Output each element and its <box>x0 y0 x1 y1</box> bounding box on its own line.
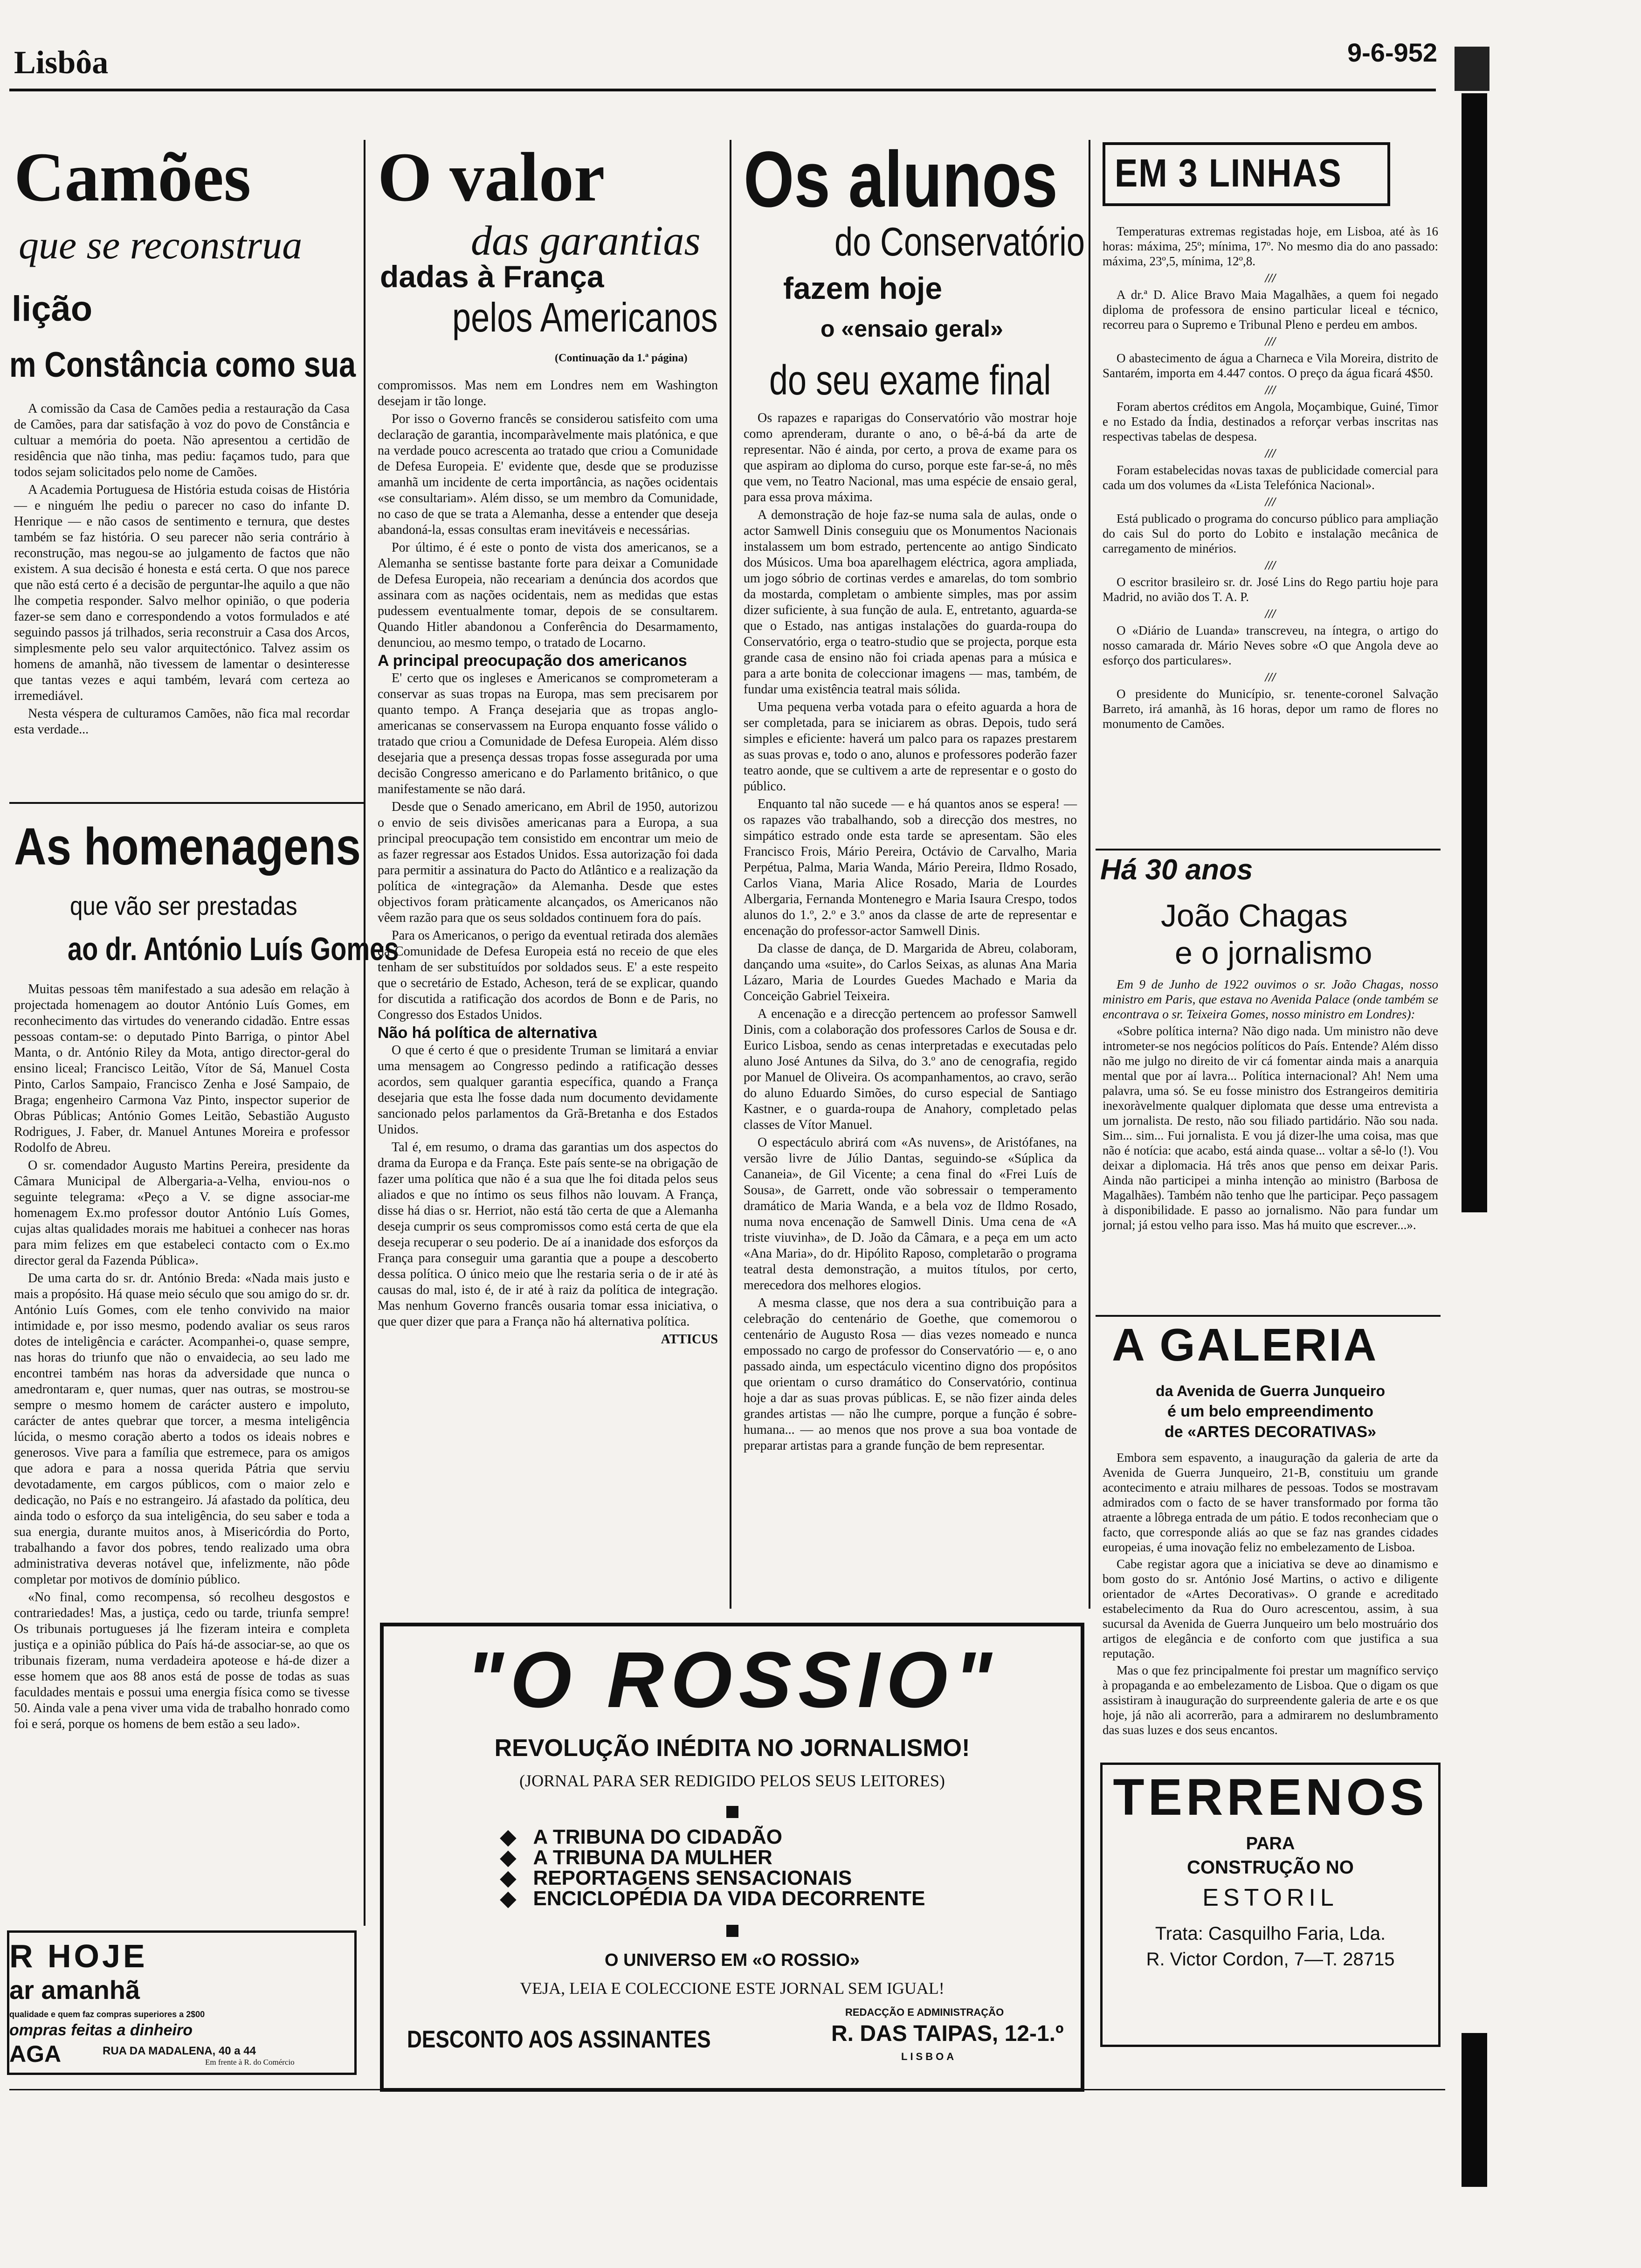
em3linhas-title-box <box>1103 142 1390 206</box>
column-divider <box>1089 140 1090 1609</box>
article-paragraph: Mas o que fez principalmente foi prestar um magnífico serviço à propaganda e ao embelezamento de Lisboa. Que o digam os que assistiram à inauguração do surpreendente galeria de arte e os que hoje, já não ali acorrerão, para a admirarem no deslumbramento das suas luzes e dos seus encantos. <box>1103 1663 1438 1737</box>
square-bullet-icon <box>726 1925 738 1937</box>
valor-deck: dadas à França <box>380 259 604 294</box>
article-paragraph: Por isso o Governo francês se considerou satisfeito com uma declaração de garantia, incomparàvelmente mais platónica, e que na verdade pouco acrescenta ao tratado que criou a Comunidade de Defesa Europeia. E' evidente que, desde que se produzisse amanhã um incidente de certa importância, as nações ocidentais «se consultariam». Além disso, se um membro da Comunidade, no caso de que se trata a Alemanha, desse a entender que deseja abandoná-la, essas consultas eram inevitáveis e necessárias. <box>378 412 718 537</box>
subheading: Não há política de alternativa <box>378 1024 597 1042</box>
camoes-deck: que se reconstrua <box>19 222 303 267</box>
article-paragraph: «Sobre política interna? Não digo nada. Um ministro não deve intrometer-se nos negócios políticos do País. Entende? Além disso não me julgo no direito de vir cá fomentar ainda mais a anarquia mental que por aí lavra... Política internacional? Ah! Nem uma palavra, uma só. Se eu fosse ministro dos Estrangeiros demitiria inexoràvelmente qualquer diplomata que desse uma entrevista a um jornalista. De resto, não sou filiado partidário. Não sou nada. Sim... sim... Fui jornalista. E vou já dizer-lhe uma coisa, mas que não é notícia: que acabo, está ainda quase... voltar a sê-lo (!). Vou deixar a diplomacia. Há três anos que penso em deixar Paris. Ainda não participei a minha intenção ao ministro (Barbosa de Magalhães). Também não tenho que lhe participar. Peço passagem à disponibilidade. E passo ao jornalismo. Não para fundar um jornal; já estou velho para isso. Mas há muito que escrever...». <box>1103 1024 1438 1232</box>
rossio-desconto: DESCONTO AOS ASSINANTES <box>407 2026 711 2053</box>
bullet-label: REPORTAGENS SENSACIONAIS <box>533 1867 852 1889</box>
article-paragraph: O que é certo é que o presidente Truman se limitará a enviar uma mensagem ao Congresso pedindo a ratificação desses acordos, sem qualquer garantia específica, quando a França desejaria que esta lhe fosse dada num documento devidamente sancionado pelos parlamentos da Grã-Bretanha e dos Estados Unidos. <box>378 1043 718 1137</box>
item-separator: /// <box>1265 495 1276 509</box>
rossio-title: "O ROSSIO" <box>466 1636 999 1724</box>
column-divider <box>730 140 731 1609</box>
rossio-bullets <box>500 1827 925 1909</box>
list-item <box>500 1827 925 1847</box>
rossio-morada: R. DAS TAIPAS, 12-1.º <box>831 2021 1064 2046</box>
ha30-kicker: Há 30 anos <box>1100 854 1253 886</box>
homenagens-article <box>14 982 350 1734</box>
article-paragraph: Enquanto tal não sucede — e há quantos anos se espera! — os rapazes vão trabalhando, sob a direcção dos mestres, no simpático estrado onde esta tarde se apresentam. São eles Francisco Frois, Mário Pereira, Octávio de Carvalho, Maria Perpétua, Palma, Maria Wanda, Mário Pereira, Ildmo Rosado, Carlos Viana, Maria Alice Rosado, Maria de Lourdes Albergaria, Fernanda Montenegro e Maria Isaura Crespo, todos alunos do 1.º, 2.º e 3.º anos da classe de arte de representar e encenação do professor-actor Samwell Dinis. <box>744 797 1077 938</box>
article-paragraph: A comissão da Casa de Camões pedia a restauração da Casa de Camões, para dar satisfação à voz do povo de Constância e cultuar a memória do poeta. Não apresentou a certidão de residência que não tinha, mas pediu: façamos tudo, para que todos sejam solicitados pelo nome de Camões. <box>14 401 350 479</box>
homenagens-headline: As homenagens <box>14 817 361 876</box>
article-paragraph: Uma pequena verba votada para o efeito aguarda a hora de ser completada, para se iniciarem as obras. Depois, tudo será simples e eficiente: haverá um palco para os rapazes prestarem as suas provas e, todo o ano, alunos e professores poderão fazer teatro aonde, que se cultivem a arte de representar e o gosto do público. <box>744 700 1077 794</box>
camoes-deck: m Constância como sua <box>9 345 356 385</box>
galeria-deck: é um belo empreendimento <box>1167 1403 1374 1420</box>
valor-article <box>378 378 718 1349</box>
em3linhas-list <box>1103 224 1438 733</box>
article-paragraph: Muitas pessoas têm manifestado a sua adesão em relação à projectada homenagem ao doutor António Luís Gomes, em reconhecimento das virtudes do venerando cidadão. Entre essas pessoas contam-se: o deputado Pinto Barriga, o pintor Abel Manta, o dr. António Riley da Mota, antigo director-geral do ensino liceal; Francisco Leitão, Vítor de Sá, Manuel Costa Pinto, Carlos Sampaio, Francisco Zenha e José Sampaio, de Braga; engenheiro Carmona Vaz Pinto, inspector superior de Obras Públicas; António Gomes Leitão, Sebastião Augusto Rodrigues, J. Faber, dr. Manuel Antunes Moreira e professor Rodolfo de Abreu. <box>14 982 350 1155</box>
list-item: O abastecimento de água a Charneca e Vila Moreira, distrito de Santarém, importa em 4.447 contos. O preço da água ficará 4$50. <box>1103 351 1438 380</box>
newspaper-city: Lisbôa <box>14 45 109 81</box>
item-separator: /// <box>1265 383 1276 397</box>
ad-left <box>7 1930 357 2075</box>
rossio-tagline: (JORNAL PARA SER REDIGIDO PELOS SEUS LEITORES) <box>519 1771 945 1790</box>
alunos-deck: do seu exame final <box>769 357 1051 404</box>
article-paragraph: Desde que o Senado americano, em Abril de 1950, autorizou o envio de seis divisões americanas para a Europa, a sua principal preocupação tem consistido em encontrar um meio de as fazer regressar aos Estados Unidos. Essa autorização foi dada para permitir a assinatura do Pacto do Atlântico e a realização da política de «integração» da Alemanha. Desde que estes objectivos foram pràticamente alcançados, os Americanos não vêem razão para que os seus soldados continuem fora do país. <box>378 800 718 925</box>
article-paragraph: Embora sem espavento, a inauguração da galeria de arte da Avenida de Guerra Junqueiro, 21-B, constituiu um grande acontecimento e atraiu milhares de pessoas. Todos se mostravam admirados com o facto de se haver transformado por forma tão atraente a lôbrega entrada de um pátio. E todos reconheciam que o facto, que corresponde aliás ao que se faz nas grandes cidades europeias, é uma inovação feliz no embelezamento de Lisboa. <box>1103 1451 1438 1554</box>
ad-title: TERRENOS <box>1113 1769 1428 1826</box>
edge-bar <box>1462 93 1487 1212</box>
article-paragraph: Os rapazes e raparigas do Conservatório vão mostrar hoje como aprenderam, durante o ano, o bê-á-bá da arte de representar. Não é ainda, por certo, a prova de exame para os que aspiram ao diploma do curso, porque este far-se-á, no mês que vem, no Teatro Nacional, mas uma espécie de ensaio geral, para essa prova máxima. <box>744 411 1077 505</box>
list-item <box>500 1847 925 1868</box>
bullet-label: ENCICLOPÉDIA DA VIDA DECORRENTE <box>533 1887 925 1910</box>
article-paragraph: Nesta véspera de culturamos Camões, não fica mal recordar esta verdade... <box>14 706 350 737</box>
homenagens-deck: ao dr. António Luís Gomes <box>68 931 399 967</box>
article-intro: Em 9 de Junho de 1922 ouvimos o sr. João Chagas, nosso ministro em Paris, que estava no Avenida Palace (onde também se encontrava o sr. Teixeira Gomes, nosso ministro em Londres): <box>1103 977 1438 1021</box>
article-paragraph: Por último, é é este o ponto de vista dos americanos, se a Alemanha se sentisse bastante forte para deixar a Comunidade de Defesa Europeia, não receariam a denúncia dos acordos que assinara com as nações ocidentais, nem as medidas que estas pudessem eventualmente tomar, depois de se consultarem. Quando Hitler abandonou a Conferência do Desarmamento, denunciou, ao mesmo tempo, o tratado de Locarno. <box>378 540 718 650</box>
article-paragraph: O sr. comendador Augusto Martins Pereira, presidente da Câmara Municipal de Albergaria-a-Velha, enviou-nos o seguinte telegrama: «Peço a V. se digne associar-me homenagem Ex.mo professor doutor António Luís Gomes, cujas altas qualidades morais me habituei a conhecer nas horas para mim felizes em que estabeleci contacto com o Ex.mo director geral da Fazenda Pública». <box>14 1158 350 1268</box>
article-paragraph: De uma carta do sr. dr. António Breda: «Nada mais justo e mais a propósito. Há quase meio século que sou amigo do sr. dr. António Luís Gomes, com ele tenho convivido na maior intimidade e, por isso mesmo, podendo avaliar os seus raros dotes de inteligência e carácter. Acompanhei-o, quase sempre, nas horas do triunfo que não o envaidecia, ao seu lado me encontrei também nas horas da adversidade que nunca o amedrontaram e, quer numas, quer nas outras, se mostrou-se sempre o mesmo homem de carácter austero e impoluto, carácter de antes quebrar que torcer, a mesma inteligência lúcida, o mesmo coração aberto a todos os ideais nobres e generosos. Vive para a família que estremece, para os amigos que adora e para a nossa querida Pátria que serviu devotadamente, em cargos públicos, com o maior zelo e dedicação, no País e no estrangeiro. Já afastado da política, deu ainda todo o esforço da sua inteligência, do seu saber e toda a sua energia, durante muitos anos, à Misericórdia do Porto, trabalhando a favor dos pobres, tendo realizado uma obra administrativa deveras notável que, infelizmente, não pôde completar por motivos de domínio público. <box>14 1271 350 1587</box>
square-bullet-icon <box>726 1806 738 1818</box>
list-item: Temperaturas extremas registadas hoje, em Lisboa, até às 16 horas: máxima, 25º; mínima, 17º. No mesmo dia do ano passado: máxima, 23º,5, mínima, 12º,8. <box>1103 224 1438 268</box>
valor-deck: das garantias <box>471 218 701 264</box>
item-separator: /// <box>1265 607 1276 621</box>
diamond-icon: ◆ <box>500 1825 533 1848</box>
item-separator: /// <box>1265 334 1276 348</box>
column-divider <box>364 140 365 1926</box>
galeria-deck: da Avenida de Guerra Junqueiro <box>1156 1383 1385 1399</box>
ad-rossio <box>380 1623 1084 2092</box>
galeria-article <box>1103 1450 1438 1739</box>
alunos-deck: do Conservatório <box>834 220 1085 264</box>
diamond-icon: ◆ <box>500 1867 533 1889</box>
edge-bar-lower <box>1462 2033 1487 2187</box>
bullet-label: A TRIBUNA DA MULHER <box>533 1846 772 1869</box>
ad-terrenos <box>1100 1763 1441 2047</box>
alunos-article <box>744 410 1077 1456</box>
list-item <box>500 1888 925 1909</box>
ad-line: PARA <box>1246 1834 1295 1853</box>
item-separator: /// <box>1265 446 1276 460</box>
list-item: Está publicado o programa do concurso público para ampliação do cais Sul do porto do Lobito e instalação mecânica de carregamento de minérios. <box>1103 512 1438 555</box>
item-separator: /// <box>1265 271 1276 285</box>
article-paragraph: A mesma classe, que nos dera a sua contribuição para a celebração do centenário de Goethe, que comemorou o centenário de Augusto Rosa — dias vezes nomeado e nunca empossado no cargo de professor do Conservatório — e, o ano passado ainda, um espectáculo vicentino digno dos propósitos que orientam o curso dramático do Conservatório, continua hoje a dar as suas provas públicas. E, se não fizer ainda deles grandes artistas — não lhe cumpre, porque a função é sobre-humana... — ao menos que nos prove a sua boa vontade de preparar artistas para a grande função de bem representar. <box>744 1296 1077 1453</box>
camoes-article <box>14 401 350 740</box>
subheading: A principal preocupação dos americanos <box>378 652 687 670</box>
section-rule <box>1096 1315 1441 1317</box>
list-item: Foram estabelecidas novas taxas de publicidade comercial para cada um dos volumes da «Lista Telefónica Nacional». <box>1103 463 1438 492</box>
alunos-deck: o «ensaio geral» <box>820 316 1003 342</box>
alunos-deck: fazem hoje <box>783 271 943 305</box>
article-paragraph: Da classe de dança, de D. Margarida de Abreu, colaboram, dançando uma «suite», do Carlos Seixas, as alunas Ana Maria Lázaro, Maria de Lourdes Guedes Machado e Maria da Conceição Gabriel Teixeira. <box>744 941 1077 1003</box>
rossio-cidade: LISBOA <box>901 2051 957 2062</box>
ad-line: ompras feitas a dinheiro <box>9 2021 193 2039</box>
article-paragraph: A Academia Portuguesa de História estuda coisas de História — e ninguém lhe pediu o parecer no caso do infante D. Henrique — e não casos de sentimento e ternura, que destes também se faz história. O seu parecer não seria contrário à reconstrução, mas negou-se ao julgamento de factos que não existem. A sua decisão é honesta e está certa. O que nos parece que não está certo é a decisão de perguntar-lhe aquilo a que não lhe competia responder. Salvo melhor opinião, o que poderia fazer-se sem dano e correspondendo a votos formulados e até seguindo passos já trilhados, seria reconstruir a Casa dos Arcos, simplesmente pelo seu valor arquitectónico. Talvez assim os homens de amanhã, não tivessem de lamentar o desinteresse que tantas vezes e aqui também, levará com certeza ao irremediável. <box>14 483 350 703</box>
ad-line: ESTORIL <box>1202 1884 1338 1911</box>
list-item: O escritor brasileiro sr. dr. José Lins do Rego partiu hoje para Madrid, no avião dos T. A. P. <box>1103 575 1438 604</box>
camoes-deck: lição <box>12 289 93 329</box>
ad-line: AGA <box>9 2041 62 2067</box>
ad-line: R. Victor Cordon, 7—T. 28715 <box>1146 1949 1395 1970</box>
galeria-headline: A GALERIA <box>1112 1319 1379 1370</box>
section-rule <box>9 802 364 804</box>
article-paragraph: Tal é, em resumo, o drama das garantias um dos aspectos do drama da Europa e da França. Este país sente-se na obrigação de fazer uma política que não é a sua que lhe foi ditada pelos seus aliados e que no íntimo os seus filhos não louvam. A França, disse há dias o sr. Herriot, não está tão certa de que a Alemanha deseja cumprir os seus compromissos como está certa de que ela deseja recuperar o seu poderio. De aí a inanidade dos esforços da França para conseguir uma garantia que a poupe a descoberto dessa política. O único meio que lhe restaria seria o de ir até às causas do mal, isto é, de ir até à raiz da política de integração. Mas nenhum Governo francês ousaria tomar essa iniciativa, o que quer dizer que para a França não há alternativa política. <box>378 1140 718 1329</box>
ad-line: RUA DA MADALENA, 40 a 44 <box>103 2045 256 2057</box>
page-date: 9-6-952 <box>1347 38 1438 67</box>
ad-line: R HOJE <box>9 1938 148 1974</box>
rossio-redaccao: REDACÇÃO E ADMINISTRAÇÃO <box>845 2006 1004 2018</box>
footer-rule <box>9 2089 1445 2090</box>
camoes-headline: Camões <box>14 138 251 216</box>
list-item: O presidente do Município, sr. tenente-coronel Salvação Barreto, irá amanhã, às 16 horas, depor um ramo de flores no monumento de Camões. <box>1103 687 1438 731</box>
continuation-note: (Continuação da 1.ª página) <box>555 352 688 364</box>
valor-headline: O valor <box>378 138 605 216</box>
valor-deck: pelos Americanos <box>452 294 718 340</box>
article-paragraph: compromissos. Mas nem em Londres nem em Washington desejam ir tão longe. <box>378 378 718 408</box>
article-paragraph: A encenação e a direcção pertencem ao professor Samwell Dinis, com a colaboração dos professores Carlos de Sousa e dr. Eurico Lisboa, sendo as cenas interpretadas e executadas pelo aluno José Antunes da Silva, do 3.º ano de cenografia, regido por Manuel de Oliveira. Os acompanhamentos, ao cravo, serão do aluno Eduardo Simões, do curso especial de Santiago Kastner, e o guarda-roupa de Anahory, completado pelas classes de Vítor Manuel. <box>744 1007 1077 1132</box>
list-item: O «Diário de Luanda» transcreveu, na íntegra, o artigo do nosso camarada dr. Mário Neves sobre «O que Angola deve ao esforço dos particulares». <box>1103 623 1438 667</box>
ad-line: CONSTRUÇÃO NO <box>1187 1857 1354 1878</box>
homenagens-deck: que vão ser prestadas <box>70 891 297 920</box>
article-paragraph: Para os Americanos, o perigo da eventual retirada dos alemães da Comunidade de Defesa Europeia está no receio de que eles tenham de ser substituídos por soldados seus. E' a este respeito que o secretário de Estado, Acheson, terá de se explicar, quando for discutida a ratificação dos acordos de Bonn e de Paris, no Congresso dos Estados Unidos. <box>378 928 718 1022</box>
ha30-headline: João Chagas <box>1161 898 1348 933</box>
list-item <box>500 1868 925 1888</box>
list-item: Foram abertos créditos em Angola, Moçambique, Guiné, Timor e no Estado da Índia, destinados a reforçar verbas inscritas nas respectivas tabelas de despesa. <box>1103 400 1438 443</box>
article-paragraph: «No final, como recompensa, só recolheu desgostos e contrariedades! Mas, a justiça, cedo ou tarde, triunfa sempre! Os tribunais portugueses já lhe fizeram inteira e completa justiça e a opinião pública do País há-de associar-se, ao que os tribunais fizeram, numa verdadeira apoteose e há-de dizer a esse homem que aos 88 anos está de posse de todas as suas faculdades mentais e possui uma energia física como se tivesse 50. Ainda vale a pena viver uma vida de trabalho honrado como foi e será, porque os homens de bem estão a seu lado». <box>14 1590 350 1731</box>
rossio-veja: VEJA, LEIA E COLECCIONE ESTE JORNAL SEM IGUAL! <box>520 1979 945 1998</box>
em3linhas-title: EM 3 LINHAS <box>1115 151 1342 195</box>
rossio-universo: O UNIVERSO EM «O ROSSIO» <box>605 1950 860 1970</box>
item-separator: /// <box>1265 558 1276 572</box>
article-paragraph: Cabe registar agora que a iniciativa se deve ao dinamismo e bom gosto do sr. António José Martins, o activo e diligente orientador de «Artes Decorativas». O grande e acreditado estabelecimento da Rua do Ouro acrescentou, assim, à sua sucursal da Avenida de Guerra Junqueiro um belo mostruário dos artigos de elegância e de conforto com que justifica a sua reputação. <box>1103 1557 1438 1660</box>
article-paragraph: E' certo que os ingleses e Americanos se comprometeram a conservar as suas tropas na Europa, mas sem precisarem por quanto tempo. A França desejaria que as tropas anglo-americanas se conservassem na Europa enquanto fosse válido o tratado que criou a Comunidade de Defesa Europeia. Além disso desejaria que a presença dessas tropas fosse assegurada por uma decisão Congresso americano e do Parlamento britânico, o que manifestamente se não dará. <box>378 671 718 796</box>
edge-corner <box>1455 47 1489 91</box>
article-paragraph: O espectáculo abrirá com «As nuvens», de Aristófanes, na versão livre de Júlio Dantas, seguindo-se «Súplica da Cananeia», de Gil Vicente; a cena final do «Frei Luís de Sousa», de Garrett, onde vão sobressair o temperamento dramático de Maria Wanda, e a bela voz de Ildmo Rosado, numa nova encenação de Samwell Dinis. Uma cena de «A triste viuvinha», de D. João da Câmara, e a peça em um acto «Ana Maria», do dr. Hipólito Raposo, completarão o programa teatral desta demonstração, a muitos títulos, por certo, merecedora dos melhores elogios. <box>744 1135 1077 1293</box>
bullet-label: A TRIBUNA DO CIDADÃO <box>533 1825 783 1848</box>
galeria-deck: de «ARTES DECORATIVAS» <box>1164 1423 1377 1441</box>
item-separator: /// <box>1265 670 1276 684</box>
ha30-headline: e o jornalismo <box>1175 935 1372 971</box>
diamond-icon: ◆ <box>500 1887 533 1910</box>
ad-line: Trata: Casquilho Faria, Lda. <box>1155 1923 1386 1944</box>
header-rule <box>9 89 1436 91</box>
ha30-article <box>1103 977 1438 1234</box>
ad-line: Em frente à R. do Comércio <box>205 2058 295 2067</box>
signature: ATTICUS <box>661 1332 718 1347</box>
section-rule <box>1096 849 1441 850</box>
diamond-icon: ◆ <box>500 1846 533 1869</box>
ad-line: ar amanhã <box>9 1975 140 2005</box>
rossio-subtitle: REVOLUÇÃO INÉDITA NO JORNALISMO! <box>494 1735 970 1762</box>
alunos-headline: Os alunos <box>744 135 1058 224</box>
article-paragraph: A demonstração de hoje faz-se numa sala de aulas, onde o actor Samwell Dinis conseguiu que os Monumentos Nacionais instalassem um bom estrado, pertencente ao antigo Sindicato dos Músicos. Uma boa aparelhagem eléctrica, agora ampliada, um jogo sóbrio de cortinas verdes e amarelas, do tom sombrio da mostarda, completam o ambiente simples, mas por assim dizer suficiente, à sua função de aula. E, entretanto, aguarda-se que o Estado, nas antigas instalações do guarda-roupa do Conservatório, erga o teatro-studio que se projecta, porque esta grande casa de ensino não foi criada apenas para a música e para a arte bonita de coleccionar imagens — mas, também, de fundar uma existência teatral mais sólida. <box>744 508 1077 697</box>
list-item: A dr.ª D. Alice Bravo Maia Magalhães, a quem foi negado diploma de professora de ensino particular liceal e técnico, recorreu para o Supremo e Tribunal Pleno e perdeu em ambos. <box>1103 288 1438 332</box>
ad-line: qualidade e quem faz compras superiores a 2$00 <box>9 2010 205 2019</box>
